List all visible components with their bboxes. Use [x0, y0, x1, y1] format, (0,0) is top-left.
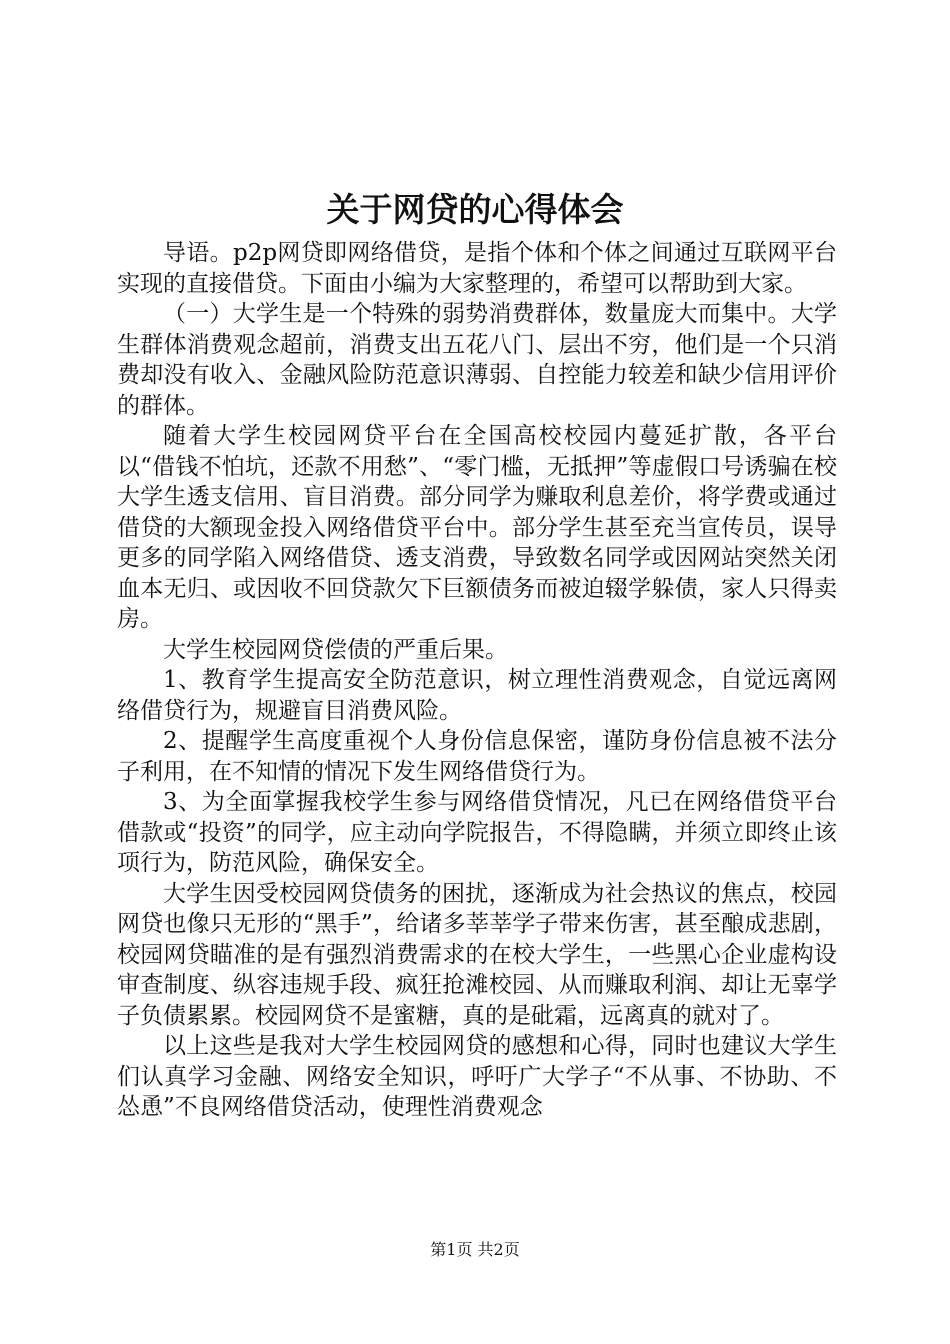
paragraph-platform-spread: 随着大学生校园网贷平台在全国高校校园内蔓延扩散，各平台以“借钱不怕坑，还款不用愁”、“零门槛，无抵押”等虚假口号诱骗在校大学生透支信用、盲目消费。部分同学为赚取利息差价，将学费或通过借贷的大额现金投入网络借贷平台中。部分学生甚至充当宣传员，误导更多的同学陷入网络借贷、透支消费，导致数名同学或因网站突然关闭血本无归、或因收不回贷款欠下巨额债务而被迫辍学躲债，家人只得卖房。 — [117, 423, 837, 632]
paragraph-section-one: （一）大学生是一个特殊的弱势消费群体，数量庞大而集中。大学生群体消费观念超前，消费支出五花八门、层出不穷，他们是一个只消费却没有收入、金融风险防范意识薄弱、自控能力较差和缺少信用评价的群体。 — [117, 301, 837, 419]
paragraph-item-1: 1、教育学生提高安全防范意识，树立理性消费观念，自觉远离网络借贷行为，规避盲目消费风险。 — [117, 667, 837, 724]
paragraph-harm: 大学生因受校园网贷债务的困扰，逐渐成为社会热议的焦点，校园网贷也像只无形的“黑手”，给诸多莘莘学子带来伤害，甚至酿成悲剧，校园网贷瞄准的是有强烈消费需求的在校大学生，一些黑心企业虚构设审查制度、纵容违规手段、疯狂抢滩校园、从而赚取利润、却让无辜学子负债累累。校园网贷不是蜜糖，真的是砒霜，远离真的就对了。 — [117, 880, 837, 1029]
paragraph-item-3: 3、为全面掌握我校学生参与网络借贷情况，凡已在网络借贷平台借款或“投资”的同学，应主动向学院报告，不得隐瞒，并须立即终止该项行为，防范风险，确保安全。 — [117, 789, 837, 876]
paragraph-conclusion: 以上这些是我对大学生校园网贷的感想和心得，同时也建议大学生们认真学习金融、网络安全知识，呼吁广大学子“不从事、不协助、不怂恿”不良网络借贷活动，使理性消费观念 — [117, 1033, 837, 1120]
paragraph-item-2: 2、提醒学生高度重视个人身份信息保密，谨防身份信息被不法分子利用，在不知情的情况下发生网络借贷行为。 — [117, 728, 837, 785]
paragraph-intro: 导语。p2p网贷即网络借贷，是指个体和个体之间通过互联网平台实现的直接借贷。下面由小编为大家整理的，希望可以帮助到大家。 — [117, 240, 837, 297]
page-footer: 第1页 共2页 — [430, 1240, 520, 1259]
paragraph-consequences-heading: 大学生校园网贷偿债的严重后果。 — [163, 636, 508, 663]
document-title: 关于网贷的心得体会 — [326, 190, 624, 229]
document-body — [117, 238, 837, 1123]
